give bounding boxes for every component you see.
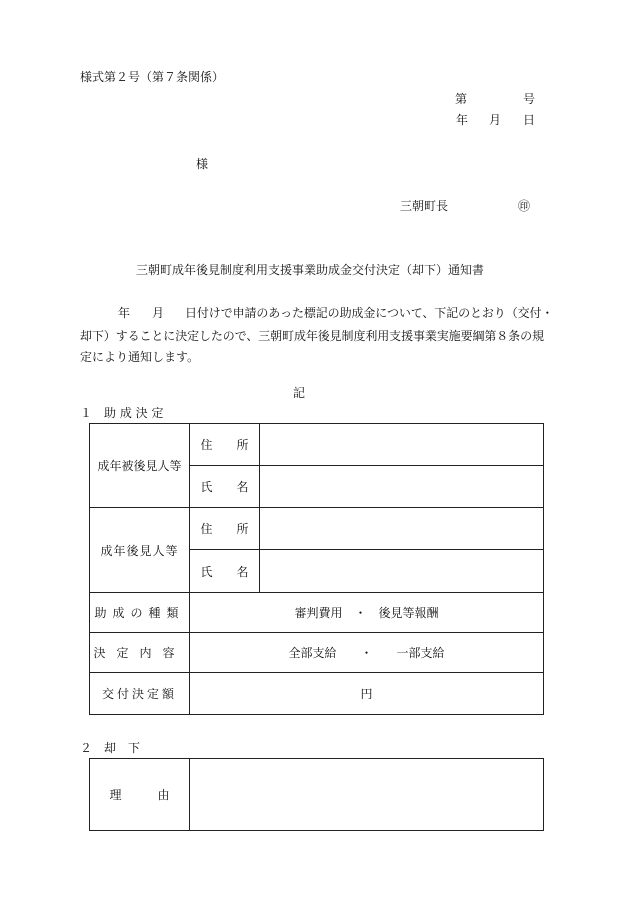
guardian-address-label: 住 所: [200, 522, 249, 536]
type-value: 審判費用 ・ 後見等報酬: [294, 606, 439, 620]
decision-label: 決定内容: [93, 646, 186, 660]
date-year: 年: [456, 113, 469, 127]
reason-label: 理 由: [109, 788, 170, 802]
ward-address-field[interactable]: [260, 424, 543, 465]
seal-mark: ㊞: [518, 199, 531, 213]
amount-unit: 円: [360, 687, 373, 701]
date-day: 日: [523, 113, 536, 127]
ward-name-label: 氏 名: [200, 480, 249, 494]
decision-value: 全部支給 ・ 一部支給: [288, 646, 445, 660]
issuer-name: 三朝町長: [400, 199, 449, 213]
section2-heading: ２ 却 下: [80, 741, 141, 755]
guardian-name-label: 氏 名: [200, 564, 249, 579]
section1-heading: １ 助 成 決 定: [80, 406, 164, 420]
body-line2: 却下）することに決定したので、三朝町成年後見制度利用支援事業実施要綱第８条の規: [80, 329, 544, 343]
guardian-address-field[interactable]: [260, 508, 543, 549]
ward-name-field[interactable]: [260, 466, 543, 507]
number-dai: 第: [455, 92, 468, 106]
guardian-name-field[interactable]: [260, 550, 543, 592]
ward-address-label: 住 所: [200, 438, 249, 452]
guardian-label: 成年後見人等: [100, 543, 179, 558]
body-line1: 日付けで申請のあった標記の助成金について、下記のとおり（交付・: [185, 306, 554, 320]
document-title: 三朝町成年後見制度利用支援事業助成金交付決定（却下）通知書: [136, 263, 485, 277]
body-year: 年: [118, 306, 131, 320]
type-label: 助成の種類: [94, 606, 185, 620]
body-line3: 定により通知します。: [80, 350, 200, 364]
number-go: 号: [523, 92, 536, 106]
reason-field[interactable]: [190, 759, 543, 830]
date-month: 月: [489, 113, 502, 127]
body-month: 月: [152, 306, 165, 320]
amount-label: 交付決定額: [101, 687, 177, 701]
form-id: 様式第２号（第７条関係）: [80, 70, 225, 84]
ward-label: 成年被後見人等: [97, 459, 182, 473]
ki-label: 記: [293, 386, 306, 400]
addressee-sama: 様: [196, 157, 209, 171]
